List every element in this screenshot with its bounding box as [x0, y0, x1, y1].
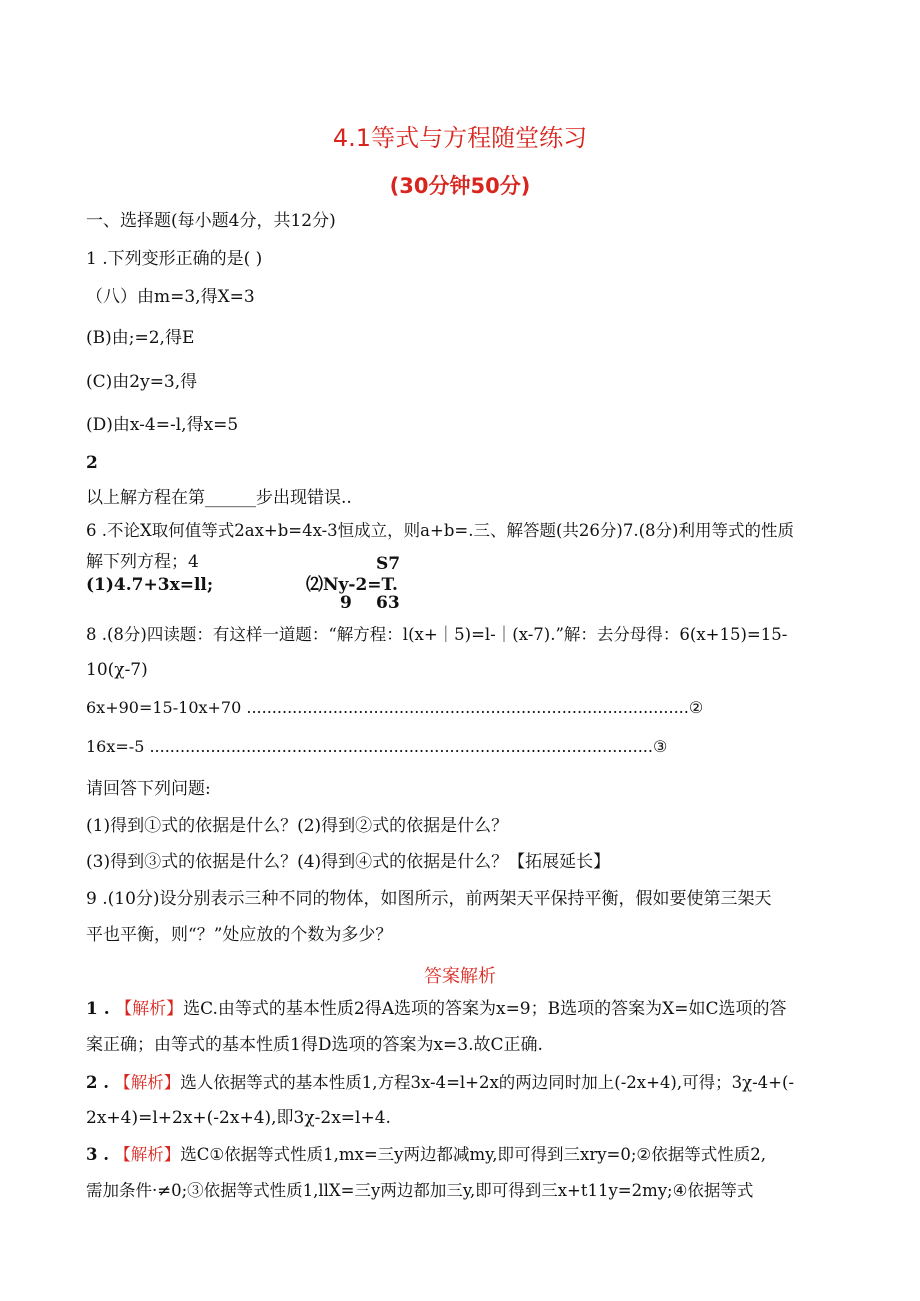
q6-line2-right: S7: [376, 554, 401, 574]
section-heading-choice: 一、选择题(每小题4分，共12分): [86, 211, 336, 231]
answer-2-number: 2 .: [86, 1073, 109, 1092]
q1-option-d: (D)由x-4=-l,得x=5: [86, 415, 239, 435]
q8-prompt: 请回答下列问题:: [86, 779, 211, 799]
q8-sub-3-4: (3)得到③式的依据是什么？(4)得到④式的依据是什么？【拓展延长】: [86, 852, 611, 872]
answer-1-line2: 案正确；由等式的基本性质1得D选项的答案为x=3.故C正确.: [86, 1035, 543, 1055]
q1-option-c: (C)由2y=3,得: [86, 372, 198, 392]
q2-number: 2: [86, 453, 98, 473]
q1-option-a: （八）由m=3,得X=3: [86, 287, 255, 307]
answer-3-text: 选C①依据等式性质1,mx=三y两边都减my,即可得到三xry=0;②依据等式性质2,: [180, 1145, 766, 1164]
q1-stem: 1 .下列变形正确的是( ): [86, 249, 263, 269]
q6-line1: 6 .不论X取何值等式2ax+b=4x-3恒成立，则a+b=.三、解答题(共26分)7.(8分)利用等式的性质: [86, 521, 794, 540]
answer-3-tag: 【解析】: [114, 1145, 181, 1164]
q6-line2-left: 解下列方程；4: [86, 552, 199, 572]
q8-line1: 8 .(8分)四读题：有这样一道题：“解方程：l(x+｜5)=l-｜(x-7).”解：去分母得：6(x+15)=15-: [86, 625, 788, 644]
page-subtitle: (30分钟50分): [389, 174, 531, 198]
q8-step-2: 6x+90=15-10x+70 .......................................................................................②: [86, 698, 704, 717]
answer-2-line1: [86, 1072, 794, 1094]
answer-1-number: 1 .: [86, 999, 110, 1019]
answer-3-line1: [86, 1144, 766, 1166]
q9-line1: 9 .(10分)设分别表示三种不同的物体，如图所示，前两架天平保持平衡，假如要使第三架天: [86, 889, 772, 909]
answer-2-text: 选人依据等式的基本性质1,方程3x-4=l+2x的两边同时加上(-2x+4),可得；3χ-4+(-: [180, 1073, 795, 1092]
q6-eq2-denominator-left: 9: [340, 593, 352, 613]
answer-3-line2: 需加条件·≠0;③依据等式性质1,llX=三y两边都加三y,即可得到三x+t11y=2my;④依据等式: [86, 1181, 754, 1200]
page-title: 4.1等式与方程随堂练习: [332, 124, 588, 152]
answers-heading: 答案解析: [424, 966, 496, 987]
answer-2-line2: 2x+4)=l+2x+(-2x+4),即3χ-2x=l+4.: [86, 1108, 391, 1128]
answer-2-tag: 【解析】: [114, 1073, 181, 1092]
q6-equation-1: (1)4.7+3x=ll;: [86, 575, 214, 595]
q8-line2: 10(χ-7): [86, 660, 148, 680]
q6-equation-2: ⑵Ny-2=T.: [306, 575, 398, 595]
q2-text: 以上解方程在第______步出现错误..: [86, 488, 352, 508]
q9-line2: 平也平衡，则“？”处应放的个数为多少？: [86, 925, 393, 945]
answer-1-tag: 【解析】: [115, 999, 184, 1019]
answer-3-number: 3 .: [86, 1145, 109, 1164]
answer-1-line1: [86, 998, 786, 1020]
q8-sub-1-2: (1)得到①式的依据是什么？(2)得到②式的依据是什么？: [86, 816, 509, 836]
q8-step-3: 16x=-5 ...................................................................................................③: [86, 737, 668, 756]
q1-option-b: (B)由;=2,得E: [86, 328, 195, 348]
answer-1-text: 选C.由等式的基本性质2得A选项的答案为x=9；B选项的答案为X=如C选项的答: [183, 999, 787, 1019]
q6-eq2-denominator-right: 63: [376, 593, 400, 613]
